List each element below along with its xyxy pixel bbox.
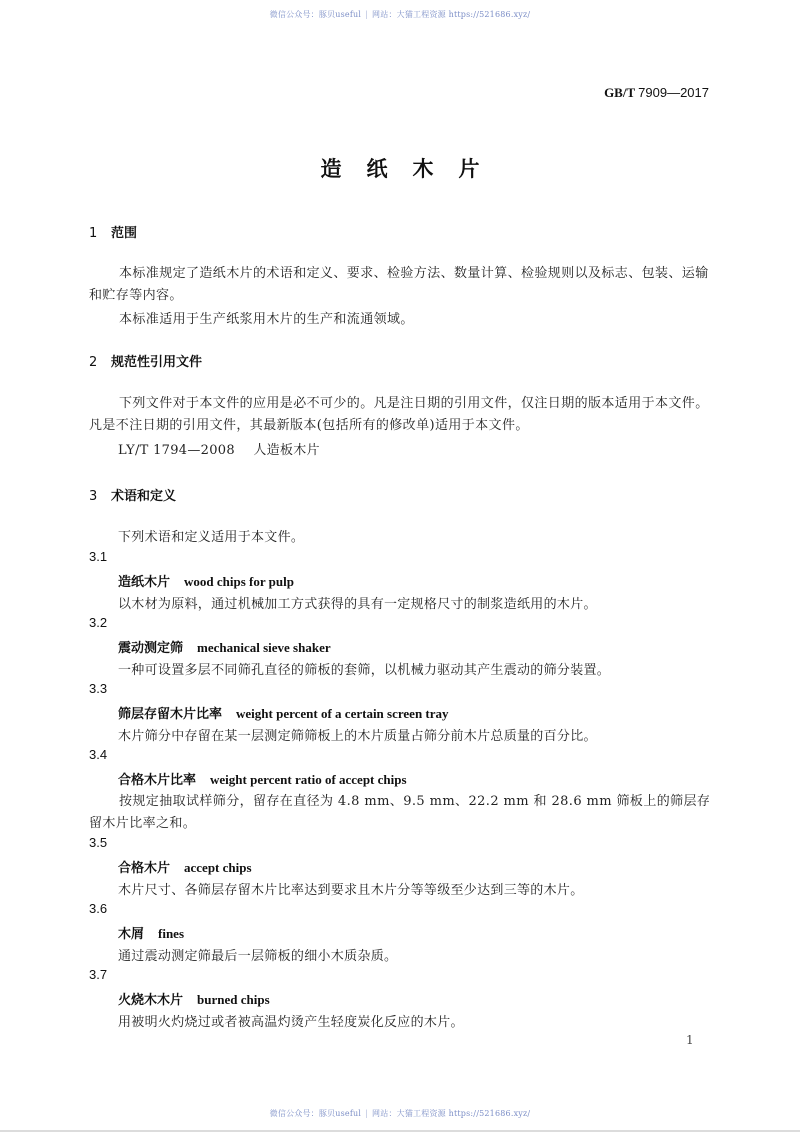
clause-number: 3.3 xyxy=(89,681,108,696)
term-en: weight percent of a certain screen tray xyxy=(236,706,449,721)
term-en: burned chips xyxy=(197,992,270,1007)
term-en: fines xyxy=(158,926,185,941)
term-definition: 通过震动测定筛最后一层筛板的细小木质杂质。 xyxy=(118,949,398,964)
term-definition: 木片筛分中存留在某一层测定筛筛板上的木片质量占筛分前木片总质量的百分比。 xyxy=(118,729,597,744)
term-definition: 一种可设置多层不同筛孔直径的筛板的套筛，以机械力驱动其产生震动的筛分装置。 xyxy=(118,663,611,678)
clause-number: 3.7 xyxy=(89,967,108,982)
watermark-bottom xyxy=(0,1108,800,1119)
section-number: 2 xyxy=(89,355,98,370)
term-heading xyxy=(118,989,270,1008)
term-en: wood chips for pulp xyxy=(184,574,294,589)
term-heading xyxy=(118,703,449,722)
clause-number: 3.5 xyxy=(89,835,108,850)
clause-number: 3.4 xyxy=(89,747,108,762)
document-title: 造纸木片 xyxy=(320,157,505,181)
paragraph: 本标准适用于生产纸浆用木片的生产和流通领域。 xyxy=(119,312,414,327)
section-number: 1 xyxy=(89,226,98,241)
page-number: 1 xyxy=(686,1033,694,1047)
standard-number: 7909—2017 xyxy=(638,85,709,100)
term-zh: 合格木片 xyxy=(118,861,171,876)
term-zh: 木屑 xyxy=(118,927,145,942)
standard-prefix: GB/T xyxy=(604,85,635,100)
term-zh: 筛层存留木片比率 xyxy=(118,707,223,722)
watermark-separator: | xyxy=(365,1109,369,1118)
watermark-top xyxy=(0,9,800,20)
section-title: 规范性引用文件 xyxy=(111,355,203,370)
term-zh: 震动测定筛 xyxy=(118,641,184,656)
section-heading-scope xyxy=(89,222,137,241)
term-heading xyxy=(118,637,331,656)
section-heading-terms xyxy=(89,485,176,504)
reference-code: LY/T 1794—2008 xyxy=(118,443,235,458)
paragraph: 本标准规定了造纸木片的术语和定义、要求、检验方法、数量计算、检验规则以及标志、包装、运输和贮存等内容。 xyxy=(89,266,709,303)
clause-number: 3.1 xyxy=(89,549,108,564)
term-definition: 以木材为原料，通过机械加工方式获得的具有一定规格尺寸的制浆造纸用的木片。 xyxy=(118,597,597,612)
reference-entry xyxy=(118,439,320,458)
term-zh: 火烧木木片 xyxy=(118,993,184,1008)
term-en: accept chips xyxy=(184,860,252,875)
section-heading-normative-references xyxy=(89,351,202,370)
standard-code xyxy=(604,85,709,101)
term-zh: 造纸木片 xyxy=(118,575,171,590)
reference-name: 人造板木片 xyxy=(253,443,320,458)
clause-number: 3.2 xyxy=(89,615,108,630)
term-zh: 合格木片比率 xyxy=(118,773,197,788)
term-definition: 木片尺寸、各筛层存留木片比率达到要求且木片分等等级至少达到三等的木片。 xyxy=(118,883,584,898)
term-definition: 按规定抽取试样筛分，留存在直径为 4.8 mm、9.5 mm、22.2 mm 和 28.6 mm 筛板上的筛层存留木片比率之和。 xyxy=(89,794,711,831)
term-heading xyxy=(118,769,407,788)
terms-intro: 下列术语和定义适用于本文件。 xyxy=(118,530,305,545)
term-heading xyxy=(118,923,184,942)
term-heading xyxy=(118,571,294,590)
watermark-wechat: 微信公众号：豚贝useful xyxy=(269,10,362,19)
watermark-separator: | xyxy=(365,10,369,19)
watermark-website: 网站：大猫工程资源 https://521686.xyz/ xyxy=(372,10,531,19)
section-title: 术语和定义 xyxy=(111,489,177,504)
paragraph: 下列文件对于本文件的应用是必不可少的。凡是注日期的引用文件，仅注日期的版本适用于本文件。凡是不注日期的引用文件，其最新版本(包括所有的修改单)适用于本文件。 xyxy=(89,396,709,433)
term-en: mechanical sieve shaker xyxy=(197,640,331,655)
section-number: 3 xyxy=(89,489,98,504)
term-heading xyxy=(118,857,252,876)
term-definition: 用被明火灼烧过或者被高温灼烫产生轻度炭化反应的木片。 xyxy=(118,1015,464,1030)
clause-number: 3.6 xyxy=(89,901,108,916)
watermark-wechat: 微信公众号：豚贝useful xyxy=(269,1109,362,1118)
term-en: weight percent ratio of accept chips xyxy=(210,772,407,787)
section-title: 范围 xyxy=(111,226,138,241)
watermark-website: 网站：大猫工程资源 https://521686.xyz/ xyxy=(372,1109,531,1118)
